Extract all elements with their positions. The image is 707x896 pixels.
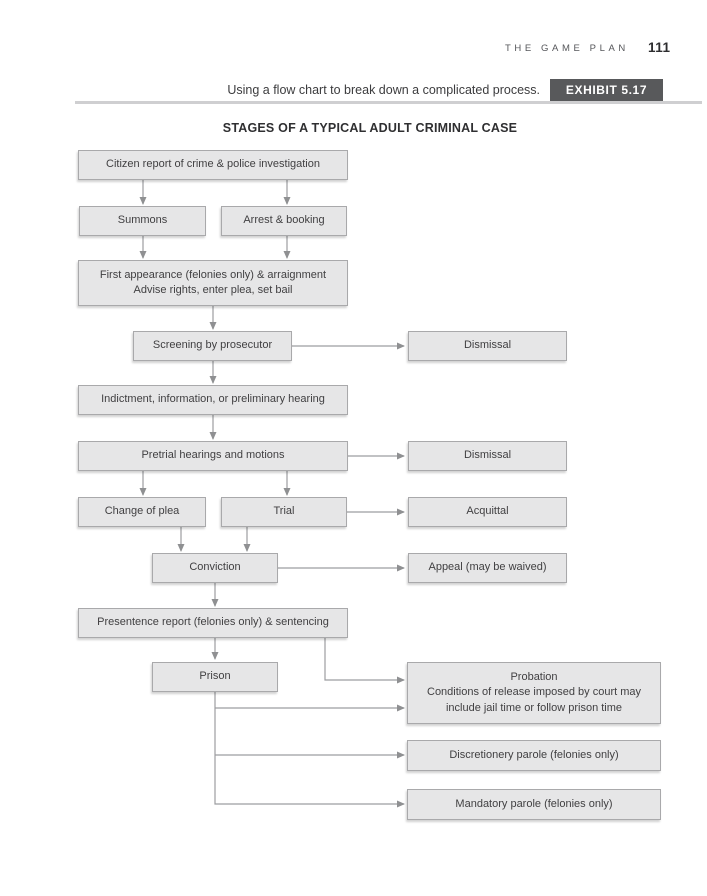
diagram-title: STAGES OF A TYPICAL ADULT CRIMINAL CASE — [222, 121, 518, 135]
node-mandatory-parole — [407, 789, 661, 820]
node-label: Indictment, information, or preliminary hearing — [101, 393, 325, 406]
node-label-line2: Conditions of release imposed by court may — [427, 686, 641, 699]
node-dismissal-1 — [408, 331, 567, 361]
node-label: Discretionery parole (felonies only) — [449, 748, 619, 761]
node-indictment — [78, 385, 348, 415]
node-screening — [133, 331, 292, 361]
node-prison — [152, 662, 278, 692]
divider-line — [75, 101, 702, 104]
node-summons — [79, 206, 206, 236]
node-pretrial — [78, 441, 348, 471]
running-head: THE GAME PLAN — [505, 43, 629, 54]
node-label: Conviction — [189, 561, 241, 574]
node-label: Mandatory parole (felonies only) — [455, 797, 613, 810]
node-conviction — [152, 553, 278, 583]
node-label: Dismissal — [463, 339, 512, 352]
node-label: Pretrial hearings and motions — [141, 449, 285, 462]
node-label-line1: Probation — [510, 670, 558, 683]
node-label: Screening by prosecutor — [152, 339, 273, 352]
node-first-appearance — [78, 260, 348, 306]
node-label: Citizen report of crime & police investigation — [106, 158, 320, 171]
node-label-line3: include jail time or follow prison time — [445, 701, 623, 714]
node-presentence — [78, 608, 348, 638]
node-citizen-report — [78, 150, 348, 180]
node-label-line1: First appearance (felonies only) & arraignment — [99, 268, 327, 281]
node-label: Presentence report (felonies only) & sentencing — [97, 616, 329, 629]
arrow-presentence-to-probation — [325, 638, 404, 680]
node-trial — [221, 497, 347, 527]
arrow-prison-to-mandatory-parole — [215, 692, 404, 804]
exhibit-caption: Using a flow chart to break down a complicated process. — [227, 83, 540, 97]
node-label: Summons — [117, 214, 168, 227]
node-dismissal-2 — [408, 441, 567, 471]
node-probation — [407, 662, 661, 724]
node-label: Trial — [273, 505, 295, 518]
node-label: Appeal (may be waived) — [428, 561, 547, 574]
exhibit-badge: EXHIBIT 5.17 — [550, 79, 663, 101]
node-label-line2: Advise rights, enter plea, set bail — [133, 284, 293, 296]
node-appeal — [408, 553, 567, 583]
page-number: 111 — [648, 40, 671, 55]
node-label: Dismissal — [463, 449, 512, 462]
node-discretionary-parole — [407, 740, 661, 771]
node-label: Prison — [199, 670, 231, 683]
node-acquittal — [408, 497, 567, 527]
node-change-of-plea — [78, 497, 206, 527]
node-label: Acquittal — [466, 505, 509, 518]
node-label: Arrest & booking — [243, 214, 325, 227]
node-label: Change of plea — [104, 505, 180, 518]
node-arrest-booking — [221, 206, 347, 236]
